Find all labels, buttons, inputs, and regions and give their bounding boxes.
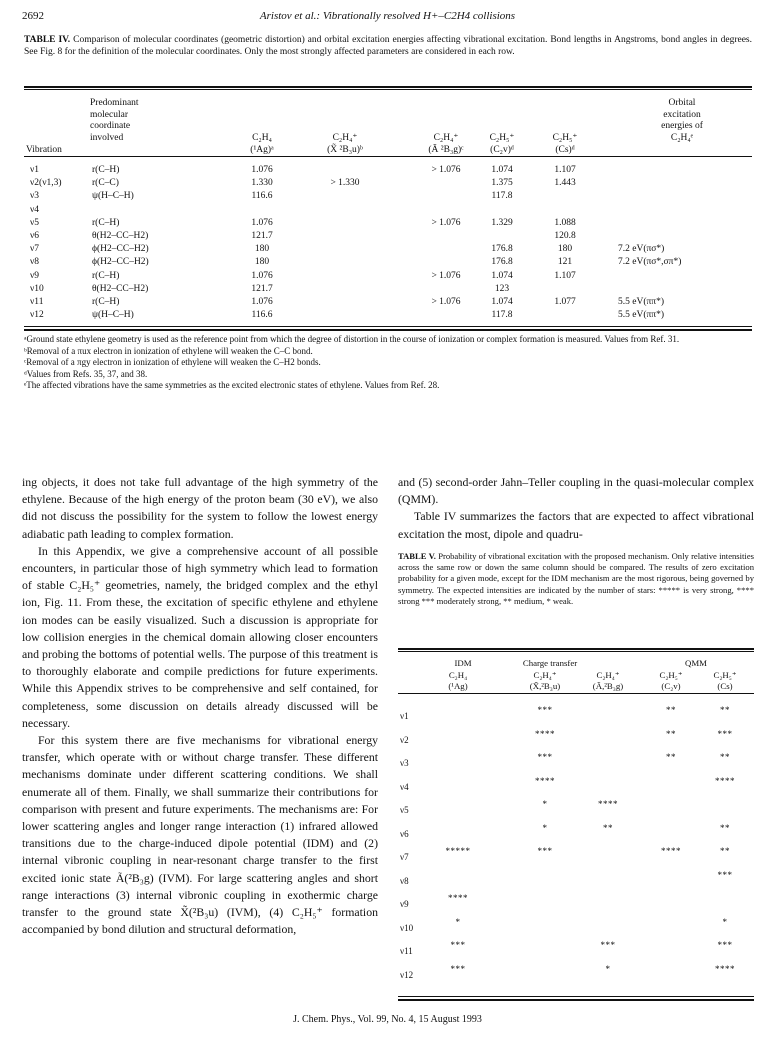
table5-caption	[398, 551, 754, 607]
table5-stars-idm: *****	[445, 846, 471, 856]
page-number: 2692	[22, 10, 44, 22]
right-paragraph-2: Table IV summarizes the factors that are expected to affect vibrational excitation the most, dipole and quadru-	[398, 509, 754, 541]
table4-cell-coord: ϕ(H2–CC–H2)	[92, 257, 149, 268]
table4-cell-c1: 180	[254, 257, 270, 268]
table5-stars-cs: ***	[717, 869, 733, 880]
table4-cell-coord: r(C–H)	[92, 270, 120, 281]
table4-cell-c6: 7.2 eV(πσ*)	[618, 244, 665, 255]
table5-stars-idm: ***	[450, 963, 466, 974]
table4-cell-vib: ν11	[30, 297, 44, 307]
table5-vibration-label: ν12	[400, 969, 414, 980]
table4-cell-coord: r(C–H)	[92, 217, 120, 228]
table4-header-7: Orbital excitation energies of C₂H₄ᵉ	[661, 98, 703, 143]
table4-cell-c4: 176.8	[491, 257, 513, 268]
table5-group-header-1: Charge transfer	[522, 658, 578, 668]
table4-cell-c4: 117.8	[491, 310, 513, 321]
table5-stars-cs: ***	[717, 728, 733, 739]
table5-bottom-rule-2	[398, 999, 754, 1001]
table5-vibration-label: ν8	[400, 875, 409, 886]
table4-cell-coord: r(C–C)	[92, 178, 119, 189]
table4-cell-c5: 1.443	[554, 178, 576, 189]
table4-cell-c1: 1.076	[251, 165, 273, 175]
table4-header-0: Vibration	[26, 145, 62, 155]
table5-col-header-3: C₂H₅⁺ (C₂v)	[659, 670, 683, 691]
table4-header-4: C₂H₄⁺ (Ã ²B₃g)ᶜ	[428, 133, 464, 155]
table5-stars-a: ****	[598, 799, 618, 809]
table5-stars-x: ****	[535, 775, 555, 786]
table5-stars-cs: ****	[715, 775, 735, 786]
table5-col-header-4: C₂H₅⁺ (Cs)	[713, 670, 737, 691]
table4-cell-c5: 1.088	[554, 217, 576, 228]
table5-stars-cs: ****	[715, 963, 735, 974]
table5-header-rule	[398, 693, 754, 694]
table4-cell-c5: 1.107	[554, 165, 576, 175]
table4-cell-coord: ψ(H–C–H)	[92, 310, 134, 321]
table5-stars-cs: **	[720, 752, 730, 762]
table5-stars-a: ***	[600, 940, 616, 950]
table5-vibration-label: ν6	[400, 828, 409, 839]
table4-cell-coord: θ(H2–CC–H2)	[92, 231, 149, 241]
table5-caption-text: Probability of vibrational excitation with the proposed mechanism. Only relative intensities across the same row or down the same column should be compared. The results of zero excitation probability for a given mode, except for the IDM mechanism are the most rigorous, being governed by symmetry. The expected intensities are indicated by the number of stars: ***** is very strong, **** strong *** moderately strong, ** medium, * weak.	[398, 551, 754, 606]
table5-group-header-2: QMM	[685, 658, 707, 668]
table5-stars-idm: ***	[450, 940, 466, 950]
table4-cell-c5: 121	[557, 257, 573, 268]
table4-cell-vib: ν3	[30, 191, 40, 202]
table5-vibration-label: ν1	[400, 711, 409, 721]
table4-cell-vib: ν4	[30, 204, 40, 215]
table4-cell-c3: > 1.076	[431, 297, 461, 307]
table4-cell-c4: 1.375	[491, 178, 513, 189]
table5-col-header-1: C₂H₄⁺ (X̃,²B₃u)	[529, 670, 561, 691]
left-paragraph-2: In this Appendix, we give a comprehensive account of all possible encounters, in particular those of high symmetry which lead to formation of stable C₂H₅⁺ geometries, namely, the bridged complex and the ethyl ion, Fig. 11. From these, the excitation of specific ethylene and ethylene ion modes can be easily visualized. Such a discussion is appropriate for low collision energies in the chemical domain allowing closer encounters and probing the bottoms of potential wells. The purpose of this treatment is to thoroughly elaborate and compile predictions for future experiments. While this Appendix strives to be comprehensive and self contained, for completeness, some discussion on details already discussed will be necessary.	[22, 543, 378, 730]
table5-bottom-rule	[398, 996, 754, 997]
right-column-text	[398, 474, 754, 543]
table4-cell-coord: ϕ(H2–CC–H2)	[92, 244, 149, 255]
table4-cell-c1: 1.076	[251, 270, 273, 281]
left-paragraph-1: ing objects, it does not take full advantage of the high symmetry of the ethylene. Because of the high energy of the proton beam (30 eV), we also did not discuss the possibility for the system to follow the lowest energy adiabatic path leading to complex formation.	[22, 475, 378, 541]
table4-header-5: C₂H₅⁺ (C₂v)ᵈ	[489, 133, 515, 155]
table5-stars-cs: **	[720, 846, 730, 856]
table4-cell-c5: 120.8	[554, 231, 576, 241]
table5-vibration-label: ν3	[400, 758, 409, 768]
table4-header-3: C₂H₄⁺ (X̃ ²B₃u)ᵇ	[327, 133, 363, 155]
table4-cell-vib: ν2(ν1,3)	[30, 178, 62, 189]
table4-cell-c1: 1.330	[251, 178, 273, 189]
table4-top-rule-2	[24, 89, 752, 90]
table4-cell-c1: 116.6	[251, 310, 273, 321]
table4-header-2: C₂H₄ (¹Ag)ᵃ	[250, 133, 274, 155]
table5-col-header-0: C₂H₄ (¹Ag)	[448, 670, 468, 691]
table5-top-rule	[398, 648, 754, 650]
table4-cell-vib: ν1	[30, 165, 40, 175]
table4-footnotes	[24, 334, 752, 392]
table4-cell-coord: θ(H2–CC–H2)	[92, 283, 149, 294]
table4-cell-vib: ν6	[30, 231, 40, 241]
table5-stars-x: ***	[537, 705, 553, 715]
table4-caption	[24, 34, 752, 58]
table5-stars-cs: **	[720, 822, 730, 833]
table5-stars-x: *	[542, 799, 548, 809]
table4-cell-c5: 1.077	[554, 297, 576, 307]
table5-vibration-label: ν9	[400, 899, 409, 909]
table5-stars-c2v: **	[666, 752, 676, 762]
table4-cell-c6: 5.5 eV(ππ*)	[618, 297, 664, 307]
table5-stars-c2v: **	[666, 705, 676, 715]
table5-group-header-0: IDM	[454, 658, 472, 668]
table4-cell-vib: ν9	[30, 270, 40, 281]
footnote-d: ᵈValues from Refs. 35, 37, and 38.	[24, 368, 148, 379]
table4-cell-c6: 7.2 eV(πσ*,σπ*)	[618, 257, 682, 268]
table4-cell-c1: 1.076	[251, 297, 273, 307]
table4-cell-c4: 117.8	[491, 191, 513, 202]
table5-vibration-label: ν7	[400, 852, 409, 862]
table5-stars-c2v: ****	[661, 846, 681, 856]
table4-cell-c1: 1.076	[251, 217, 273, 228]
table5-top-rule-2	[398, 651, 754, 652]
table4-cell-c4: 123	[494, 283, 510, 294]
table4-cell-c6: 5.5 eV(ππ*)	[618, 310, 664, 321]
table5-col-header-2: C₂H₄⁺ (Ã,²B₃g)	[592, 670, 624, 691]
table5-stars-cs: *	[722, 916, 728, 927]
table4-caption-label: TABLE IV.	[24, 35, 71, 45]
table5-stars-x: ***	[537, 752, 553, 762]
table5-vibration-label: ν11	[400, 946, 413, 956]
table4-cell-coord: r(C–H)	[92, 165, 120, 175]
left-paragraph-3: For this system there are five mechanisms for vibrational energy transfer, which operate with or without charge transfer. These different mechanisms dominate under different scattering conditions. We shall enumerate all of them. Finally, we shall summarize their contributions for comparison with present and future experiments. The mechanisms are: For lower scattering angles and longer range interaction (1) infrared allowed transitions due to the charge-induced dipole potential (IDM) and (2) internal vibronic coupling in near-resonant charge transfer to the first excited ionic state Ã(²B₃g) (IVM). For large scattering angles and short range interactions (3) internal vibronic coupling in exothermic charge transfer to the ground state X̃(²B₃u) (IVM), (4) C₂H₅⁺ formation accompanied by bond dilution and structural deformation,	[22, 733, 378, 937]
table4-cell-vib: ν5	[30, 217, 40, 228]
table4-cell-c3: > 1.076	[431, 165, 461, 175]
table5-stars-x: ****	[535, 728, 555, 739]
table4-cell-c4: 1.074	[491, 297, 513, 307]
table5-stars-a: **	[603, 822, 613, 833]
table5-stars-x: ***	[537, 846, 553, 856]
table4-top-rule	[24, 86, 752, 88]
table4-bottom-rule	[24, 326, 752, 327]
table4-cell-vib: ν12	[30, 310, 44, 321]
table4-cell-c1: 121.7	[251, 231, 273, 241]
table4-cell-c4: 1.074	[491, 165, 513, 175]
table4-cell-coord: ψ(H–C–H)	[92, 191, 134, 202]
table4-caption-text: Comparison of molecular coordinates (geometric distortion) and orbital excitation energies affecting vibrational excitation. Bond lengths in Angstroms, bond angles in degrees. See Fig. 8 for the definition of the molecular coordinates. Only the most strongly affected parameters are considered in each row.	[24, 35, 753, 57]
table4-cell-c5: 180	[557, 244, 573, 255]
table5-stars-c2v: **	[666, 728, 676, 739]
table4-cell-c1: 116.6	[251, 191, 273, 202]
right-paragraph-1: and (5) second-order Jahn–Teller coupling in the quasi-molecular complex (QMM).	[398, 475, 754, 507]
table4-cell-coord: r(C–H)	[92, 297, 120, 307]
table5-vibration-label: ν4	[400, 781, 409, 792]
table4-cell-vib: ν10	[30, 283, 44, 294]
table5-stars-a: *	[605, 963, 611, 974]
table4-cell-vib: ν7	[30, 244, 40, 255]
table4-cell-c3: > 1.076	[431, 217, 461, 228]
table4-cell-vib: ν8	[30, 257, 40, 268]
footnote-c: ᶜRemoval of a πgy electron in ionization of ethylene will weaken the C–H2 bonds.	[24, 357, 321, 367]
table4-cell-c5: 1.107	[554, 270, 576, 281]
journal-citation: J. Chem. Phys., Vol. 99, No. 4, 15 August 1993	[293, 1014, 482, 1025]
table4-header-rule	[24, 156, 752, 157]
table4-cell-c4: 176.8	[491, 244, 513, 255]
table5-stars-idm: ****	[448, 893, 468, 903]
footnote-e: ᵉThe affected vibrations have the same symmetries as the excited electronic states of ethylene. Values from Ref. 28.	[24, 380, 440, 390]
table4-header-6: C₂H₅⁺ (Cs)ᵈ	[552, 133, 578, 155]
table4-cell-c1: 180	[254, 244, 270, 255]
running-title: Aristov et al.: Vibrationally resolved H+–C2H4 collisions	[259, 10, 516, 22]
table5-stars-x: *	[542, 822, 548, 833]
table5-stars-idm: *	[455, 916, 461, 927]
table4-cell-c1: 121.7	[251, 283, 273, 294]
table4-cell-c2: > 1.330	[330, 178, 360, 189]
table4-cell-c4: 1.329	[491, 217, 513, 228]
table5-caption-label: TABLE V.	[398, 551, 436, 561]
table4-header-1: Predominant molecular coordinate involved	[90, 98, 139, 143]
table4-cell-c3: > 1.076	[431, 270, 461, 281]
table4-bottom-rule-2	[24, 329, 752, 331]
table5-stars-cs: **	[720, 705, 730, 715]
footnote-a: ᵃGround state ethylene geometry is used as the reference point from which the degree of distortion in the course of ionization or complex formation is measured. Values from Ref. 31.	[24, 334, 680, 344]
table4-cell-c4: 1.074	[491, 270, 513, 281]
table5-vibration-label: ν5	[400, 805, 409, 815]
table5-stars-cs: ***	[717, 940, 733, 950]
table5-vibration-label: ν2	[400, 734, 409, 745]
footnote-b: ᵇRemoval of a πux electron in ionization of ethylene will weaken the C–C bond.	[24, 345, 313, 356]
table5-vibration-label: ν10	[400, 922, 414, 933]
left-column-text	[22, 474, 378, 938]
